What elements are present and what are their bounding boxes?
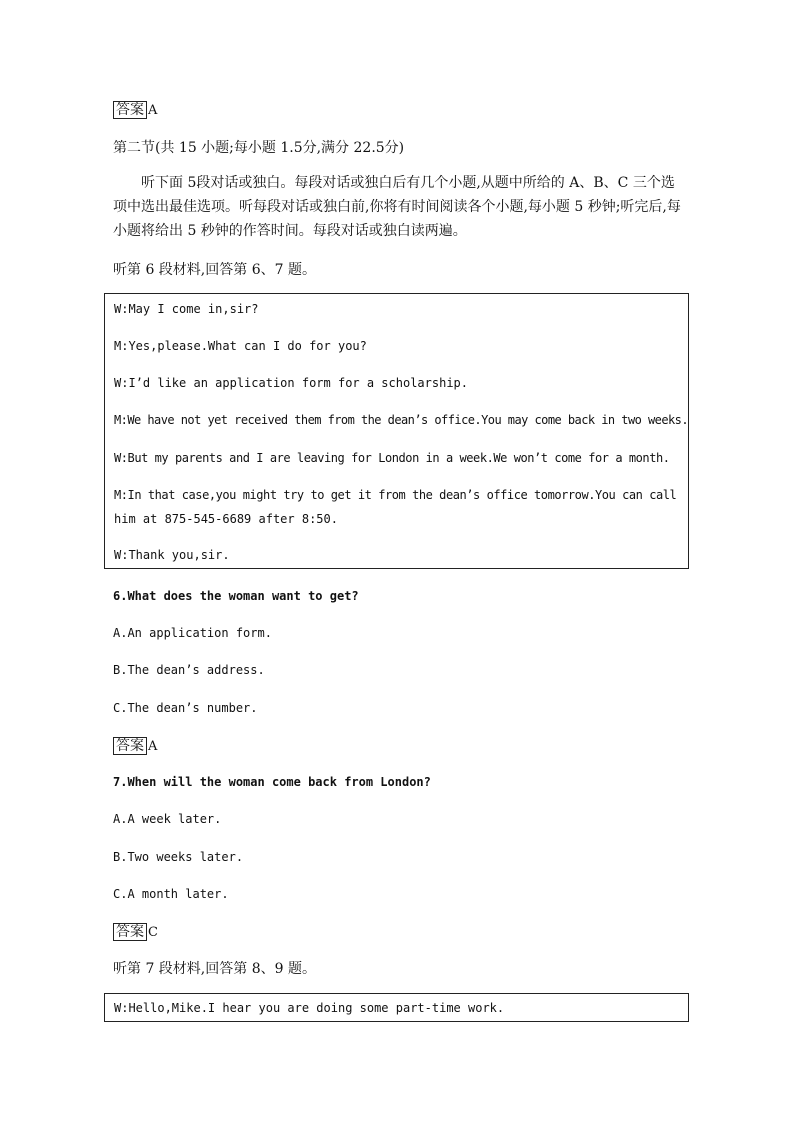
dialogue-box-material-6 [104,293,689,569]
dialogue-line: W:But my parents and I are leaving for London in a week.We won’t come for a month. [114,451,670,465]
answer-label-badge: 答案 [113,737,147,755]
question-6: 6.What does the woman want to get? [113,589,359,603]
dialogue-line: M:In that case,you might try to get it from the dean’s office tomorrow.You can call [114,488,677,502]
dialogue-line: W:May I come in,sir? [114,302,259,316]
dialogue-line: him at 875-545-6689 after 8:50. [114,512,338,526]
section-instructions: 听下面 5段对话或独白。每段对话或独白后有几个小题,从题中所给的 A、B、C 三个选项中选出最佳选项。听每段对话或独白前,你将有时间阅读各个小题,每小题 5 秒钟;听完后,每小题将给出 5 秒钟的作答时间。每段对话或独白读两遍。 [113,175,681,239]
option-6b: B.The dean’s address. [113,663,265,677]
dialogue-line: W:Hello,Mike.I hear you are doing some part-time work. [114,1001,505,1015]
answer-value: C [148,925,158,940]
answer-label-badge: 答案 [113,923,147,941]
answer-value: A [148,103,158,118]
option-7b: B.Two weeks later. [113,850,244,864]
option-6a: A.An application form. [113,626,272,640]
dialogue-line: W:Thank you,sir. [114,548,230,562]
answer-row-q7 [113,921,158,941]
option-7a: A.A week later. [113,812,222,826]
answer-row-q6 [113,735,157,755]
answer-row-q5 [113,99,157,119]
answer-label-badge: 答案 [113,101,147,119]
material-7-heading: 听第 7 段材料,回答第 8、9 题。 [113,961,316,977]
option-7c: C.A month later. [113,887,229,901]
question-7: 7.When will the woman come back from London? [113,775,431,789]
answer-value: A [148,739,158,754]
material-6-heading: 听第 6 段材料,回答第 6、7 题。 [113,262,316,278]
dialogue-box-material-7 [104,993,689,1022]
dialogue-line: W:I’d like an application form for a scholarship. [114,376,469,390]
dialogue-line: M:We have not yet received them from the dean’s office.You may come back in two weeks. [114,413,689,427]
section-title: 第二节(共 15 小题;每小题 1.5分,满分 22.5分) [113,140,405,156]
dialogue-line: M:Yes,please.What can I do for you? [114,339,367,353]
option-6c: C.The dean’s number. [113,701,258,715]
